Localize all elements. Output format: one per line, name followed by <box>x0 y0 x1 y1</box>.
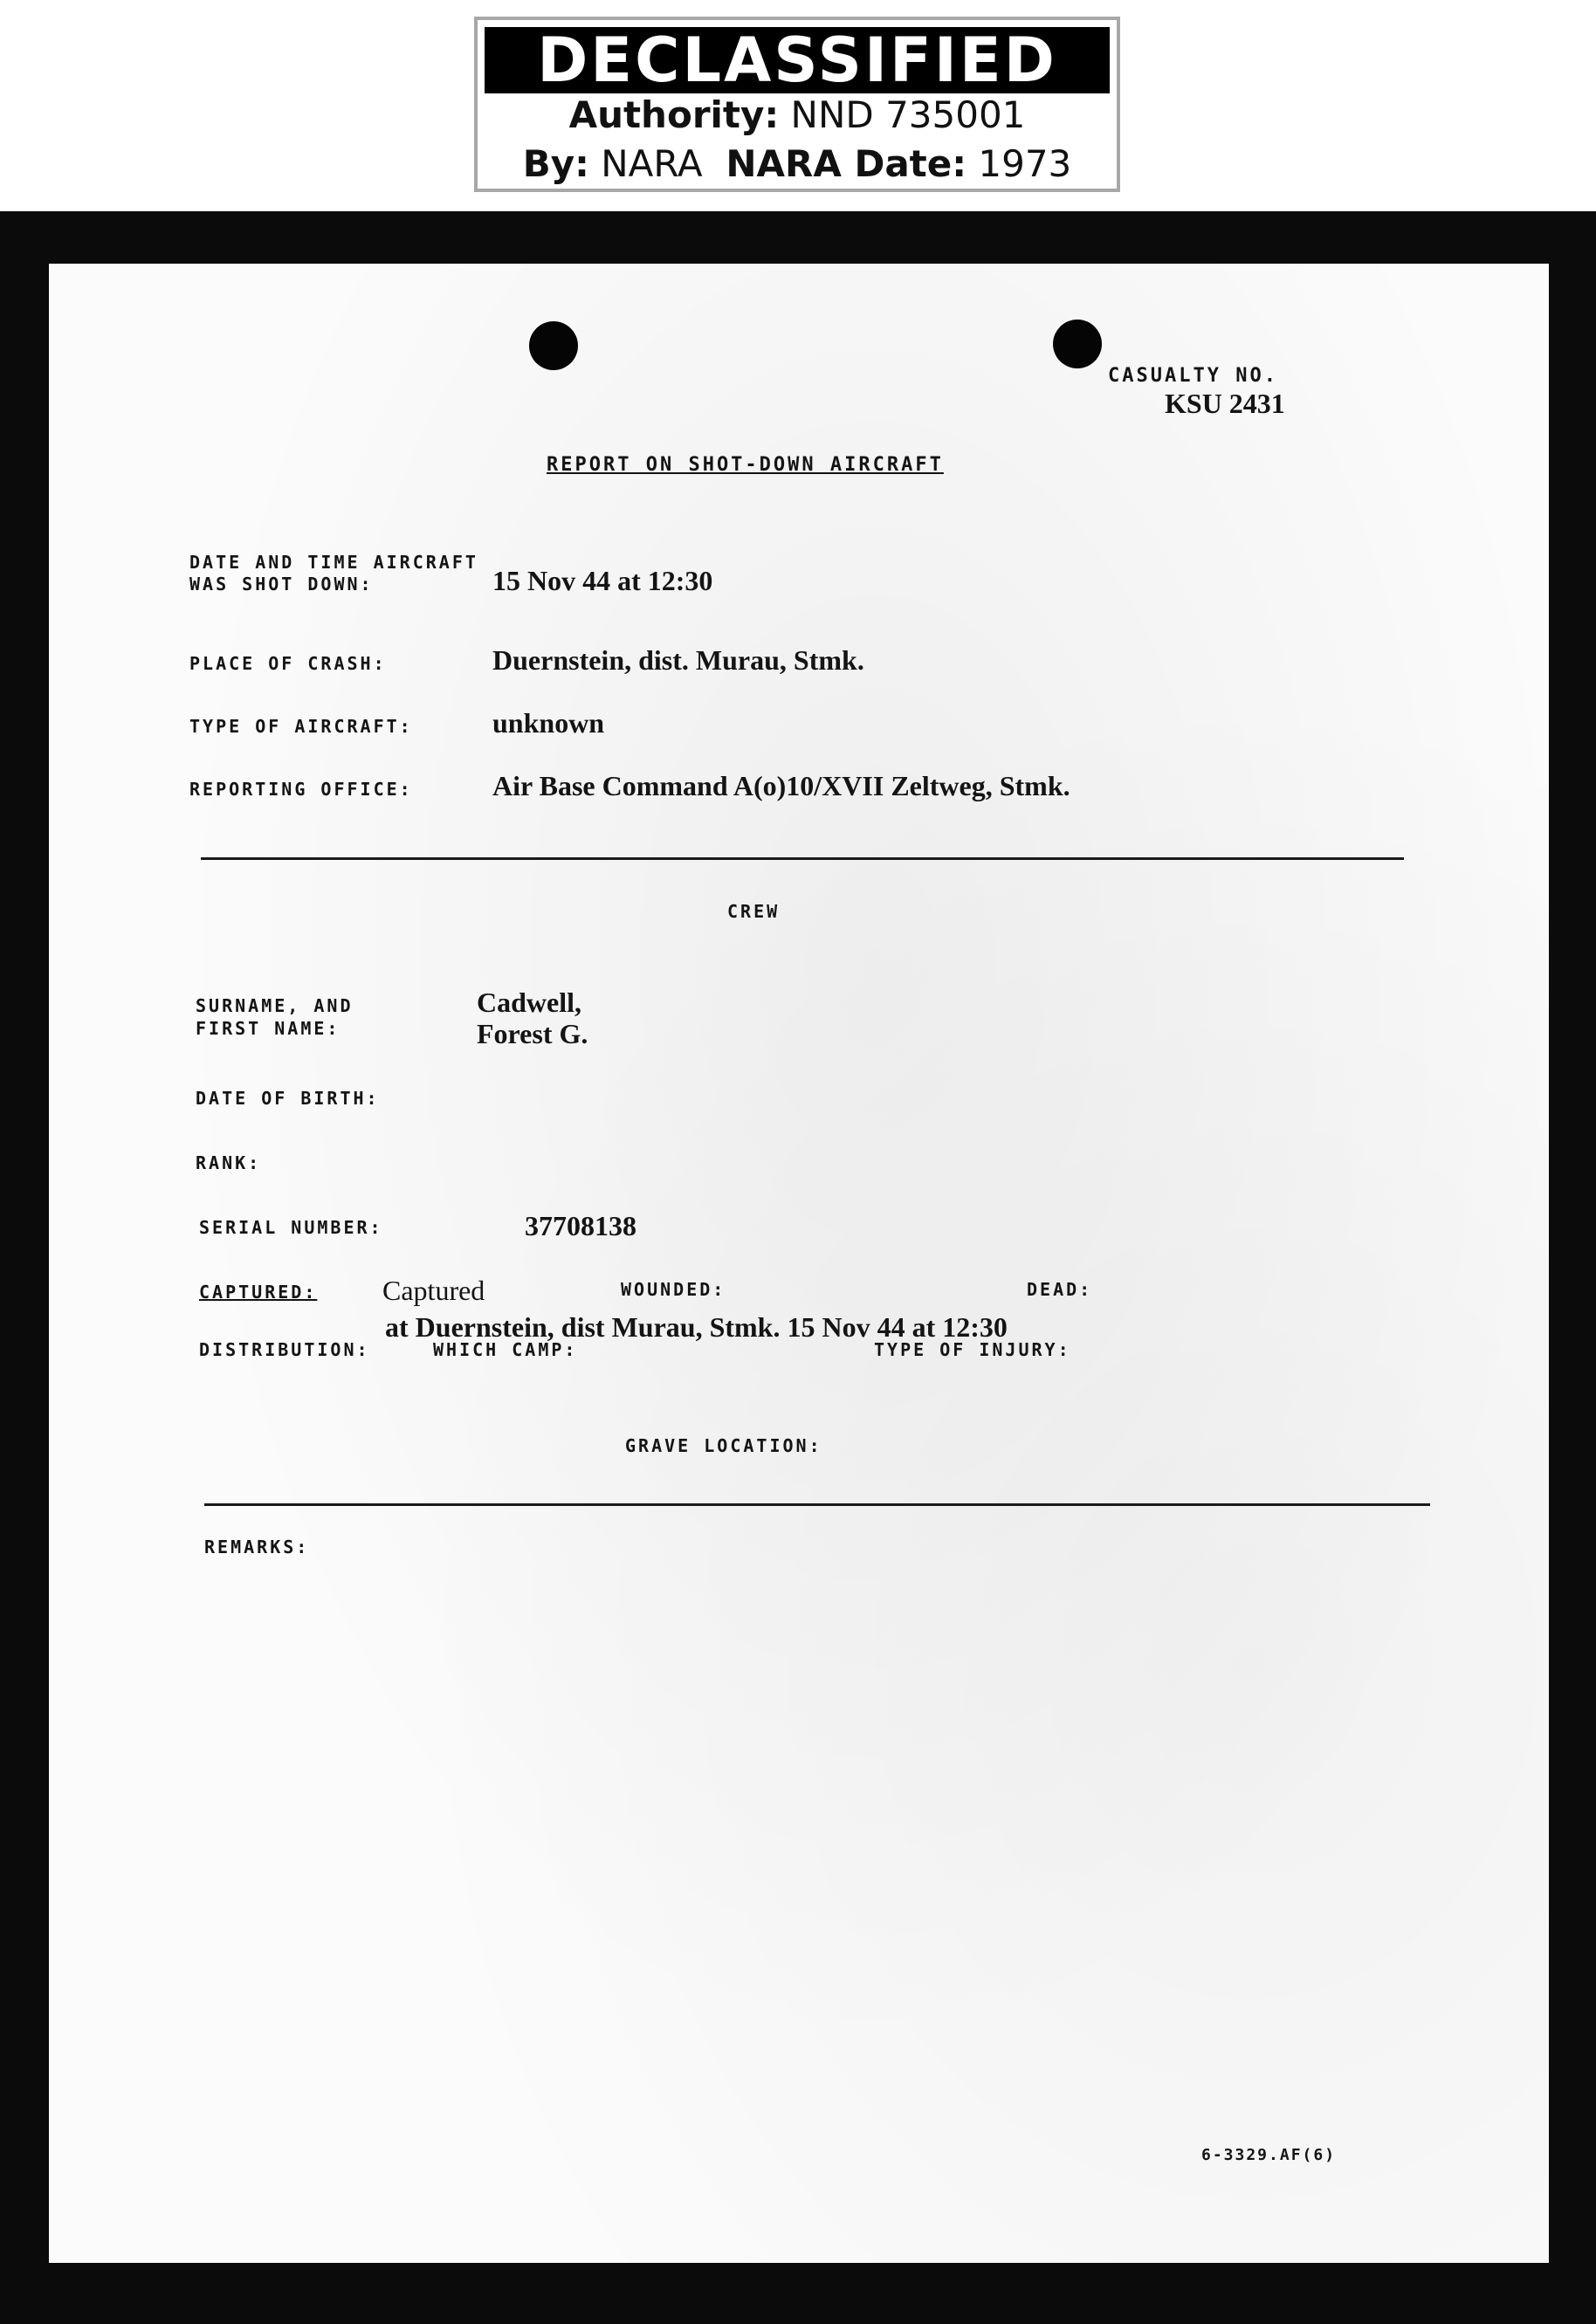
declassified-stamp <box>474 17 1120 192</box>
section-divider <box>204 1503 1430 1506</box>
reporting-office-label: REPORTING OFFICE: <box>189 779 413 800</box>
remarks-label: REMARKS: <box>204 1537 310 1557</box>
stamp-by-value: NARA <box>601 142 703 185</box>
reporting-office-value: Air Base Command A(o)10/XVII Zeltweg, Stmk. <box>492 770 1070 801</box>
serial-number-label: SERIAL NUMBER: <box>199 1217 383 1238</box>
serial-number-value: 37708138 <box>525 1210 636 1241</box>
surname-label-line2: FIRST NAME: <box>196 1018 341 1039</box>
surname-label-line1: SURNAME, AND <box>196 995 354 1016</box>
document-paper <box>49 264 1549 2263</box>
rank-label: RANK: <box>196 1152 262 1173</box>
distribution-label: DISTRIBUTION: <box>199 1339 370 1360</box>
type-of-aircraft-label: TYPE OF AIRCRAFT: <box>189 716 413 737</box>
place-of-crash-label: PLACE OF CRASH: <box>189 653 387 674</box>
captured-label: CAPTURED: <box>199 1282 318 1303</box>
type-of-injury-label: TYPE OF INJURY: <box>874 1339 1071 1360</box>
date-of-birth-label: DATE OF BIRTH: <box>196 1088 380 1109</box>
crew-heading: CREW <box>727 901 781 922</box>
section-divider <box>201 857 1404 860</box>
which-camp-label: WHICH CAMP: <box>433 1339 578 1360</box>
casualty-number: KSU 2431 <box>1165 388 1285 419</box>
captured-value: Captured <box>382 1275 485 1306</box>
punch-hole <box>1053 320 1102 368</box>
place-of-crash-value: Duernstein, dist. Murau, Stmk. <box>492 644 864 676</box>
date-time-label-line1: DATE AND TIME AIRCRAFT <box>189 552 478 573</box>
type-of-aircraft-value: unknown <box>492 707 605 739</box>
casualty-number-label: CASUALTY NO. <box>1108 365 1278 387</box>
date-time-label-line2: WAS SHOT DOWN: <box>189 574 374 595</box>
stamp-by-line <box>478 142 1117 185</box>
surname-value: Cadwell, <box>477 987 581 1018</box>
stamp-title: DECLASSIFIED <box>485 27 1110 93</box>
date-time-value: 15 Nov 44 at 12:30 <box>492 565 713 596</box>
form-number: 6-3329.AF(6) <box>1201 2146 1337 2164</box>
stamp-date-value: 1973 <box>978 142 1072 185</box>
punch-hole <box>529 321 578 370</box>
report-title: REPORT ON SHOT-DOWN AIRCRAFT <box>547 454 944 476</box>
scanned-page <box>0 211 1596 2324</box>
dead-label: DEAD: <box>1027 1279 1093 1300</box>
capture-detail-value: at Duernstein, dist Murau, Stmk. 15 Nov 44 at 12:30 <box>385 1311 1008 1343</box>
grave-location-label: GRAVE LOCATION: <box>625 1435 822 1456</box>
stamp-by-label: By: <box>522 142 589 185</box>
wounded-label: WOUNDED: <box>621 1279 726 1300</box>
first-name-value: Forest G. <box>477 1018 588 1049</box>
stamp-authority-value: NND 735001 <box>790 93 1026 136</box>
stamp-authority-line <box>478 93 1117 136</box>
stamp-authority-label: Authority: <box>568 93 780 136</box>
stamp-date-label: NARA Date: <box>726 142 967 185</box>
